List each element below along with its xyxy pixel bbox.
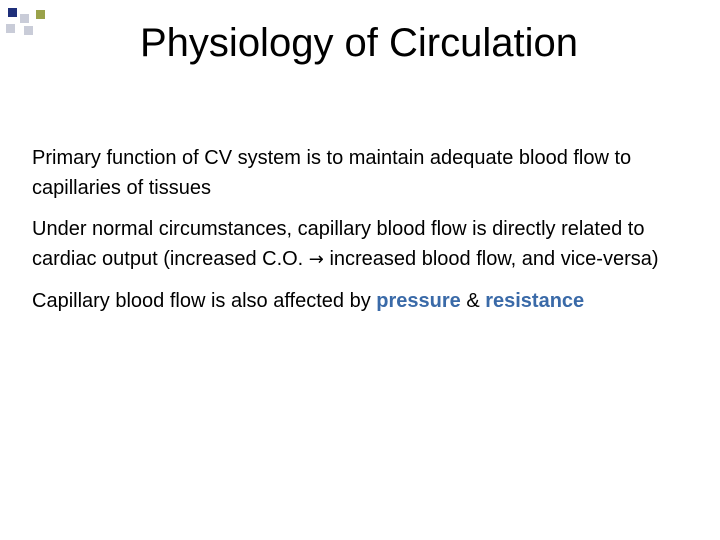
title-text: Physiology of Circulation [140,21,578,65]
paragraph-text: Primary function of CV system is to maintain adequate blood flow to capillaries of tissues [32,147,632,199]
emphasis-pressure: pressure [376,290,461,312]
paragraph-text: increased blood flow, and vice-versa) [323,248,659,270]
right-arrow-icon: → [308,249,324,270]
paragraph-cardiac-output [32,214,692,275]
paragraph-pressure-resistance [32,286,692,316]
slide-body [32,143,692,327]
emphasis-resistance: resistance [485,290,585,312]
paragraph-text: Capillary blood flow is also affected by [32,290,377,312]
page-title [0,18,720,68]
paragraph-text: Under normal circumstances, capillary blood flow is directly related to cardiac output (increased C.O. [32,218,645,270]
paragraph-primary-function [32,143,692,203]
paragraph-text: & [460,290,486,312]
deco-square-dark [8,8,17,17]
